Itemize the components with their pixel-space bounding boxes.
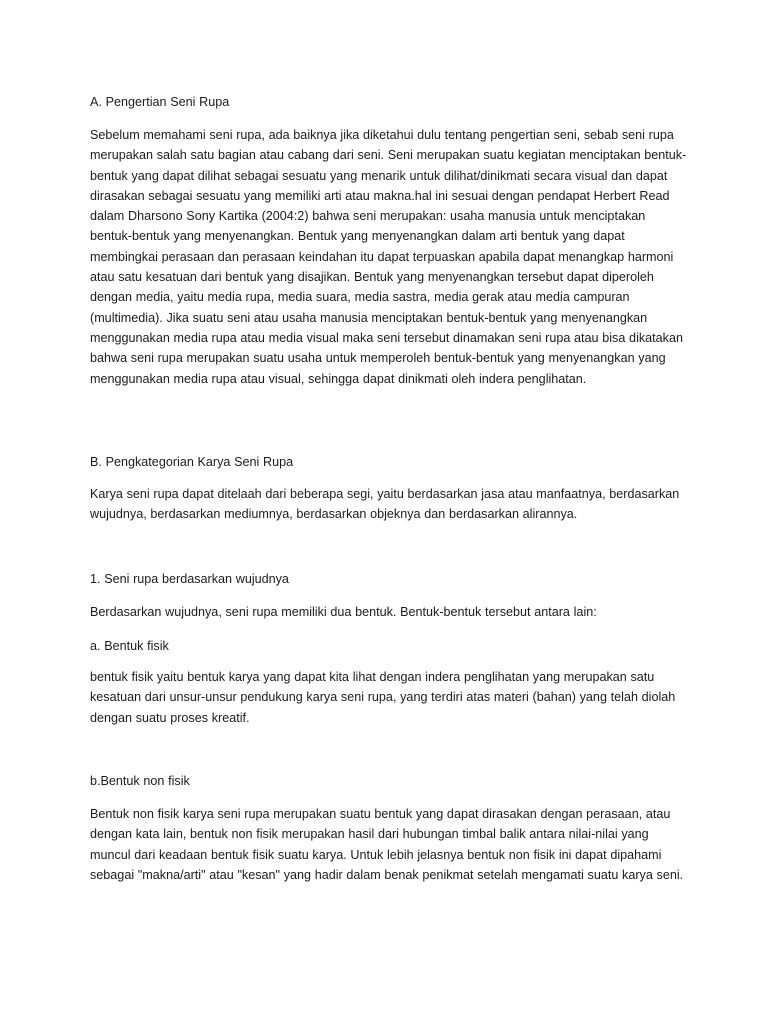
section-b-paragraph: Karya seni rupa dapat ditelaah dari beberapa segi, yaitu berdasarkan jasa atau manfaatnya, berdasarkan wujudnya, berdasarkan mediumnya, berdasarkan objeknya dan berdasarkan alirannya.	[90, 487, 680, 522]
section-a-heading: A. Pengertian Seni Rupa	[90, 95, 230, 109]
item-a-heading: a. Bentuk fisik	[90, 639, 169, 653]
subsection-1-intro: Berdasarkan wujudnya, seni rupa memiliki dua bentuk. Bentuk-bentuk tersebut antara lain:	[90, 605, 597, 619]
item-b-heading: b.Bentuk non fisik	[90, 774, 190, 788]
section-b-heading: B. Pengkategorian Karya Seni Rupa	[90, 455, 294, 469]
section-a-paragraph: Sebelum memahami seni rupa, ada baiknya jika diketahui dulu tentang pengertian seni, sebab seni rupa merupakan salah satu bagian atau cabang dari seni. Seni merupakan suatu kegiatan menciptakan bentuk-bentuk yang dapat dilihat sebagai sesuatu yang menarik untuk dilihat/dinikmati secara visual dan dapat dirasakan sebagai sesuatu yang memiliki arti atau makna.hal ini sesuai dengan pendapat Herbert Read dalam Dharsono Sony Kartika (2004:2) bahwa seni merupakan: usaha manusia untuk menciptakan bentuk-bentuk yang menyenangkan. Bentuk yang menyenangkan dalam arti bentuk yang dapat membingkai perasaan dan perasaan keindahan itu dapat terpuaskan apabila dapat menangkap harmoni atau satu kesatuan dari bentuk yang disajikan. Bentuk yang menyenangkan tersebut dapat diperoleh dengan media, yaitu media rupa, media suara, media sastra, media gerak atau media campuran (multimedia). Jika suatu seni atau usaha manusia menciptakan bentuk-bentuk yang menyenangkan menggunakan media rupa atau media visual maka seni tersebut dinamakan seni rupa atau bisa dikatakan bahwa seni rupa merupakan suatu usaha untuk memperoleh bentuk-bentuk yang menyenangkan yang menggunakan media rupa atau visual, sehingga dapat dinikmati oleh indera penglihatan.	[90, 128, 687, 386]
subsection-1-heading: 1. Seni rupa berdasarkan wujudnya	[90, 572, 289, 586]
item-a-paragraph: bentuk fisik yaitu bentuk karya yang dapat kita lihat dengan indera penglihatan yang merupakan satu kesatuan dari unsur-unsur pendukung karya seni rupa, yang terdiri atas materi (bahan) yang telah diolah dengan suatu proses kreatif.	[90, 670, 676, 725]
item-b-paragraph: Bentuk non fisik karya seni rupa merupakan suatu bentuk yang dapat dirasakan dengan perasaan, atau dengan kata lain, bentuk non fisik merupakan hasil dari hubungan timbal balik antara nilai-nilai yang muncul dari keadaan bentuk fisik suatu karya. Untuk lebih jelasnya bentuk non fisik ini dapat dipahami sebagai "makna/arti" atau "kesan" yang hadir dalam benak penikmat setelah mengamati suatu karya seni.	[90, 807, 684, 882]
